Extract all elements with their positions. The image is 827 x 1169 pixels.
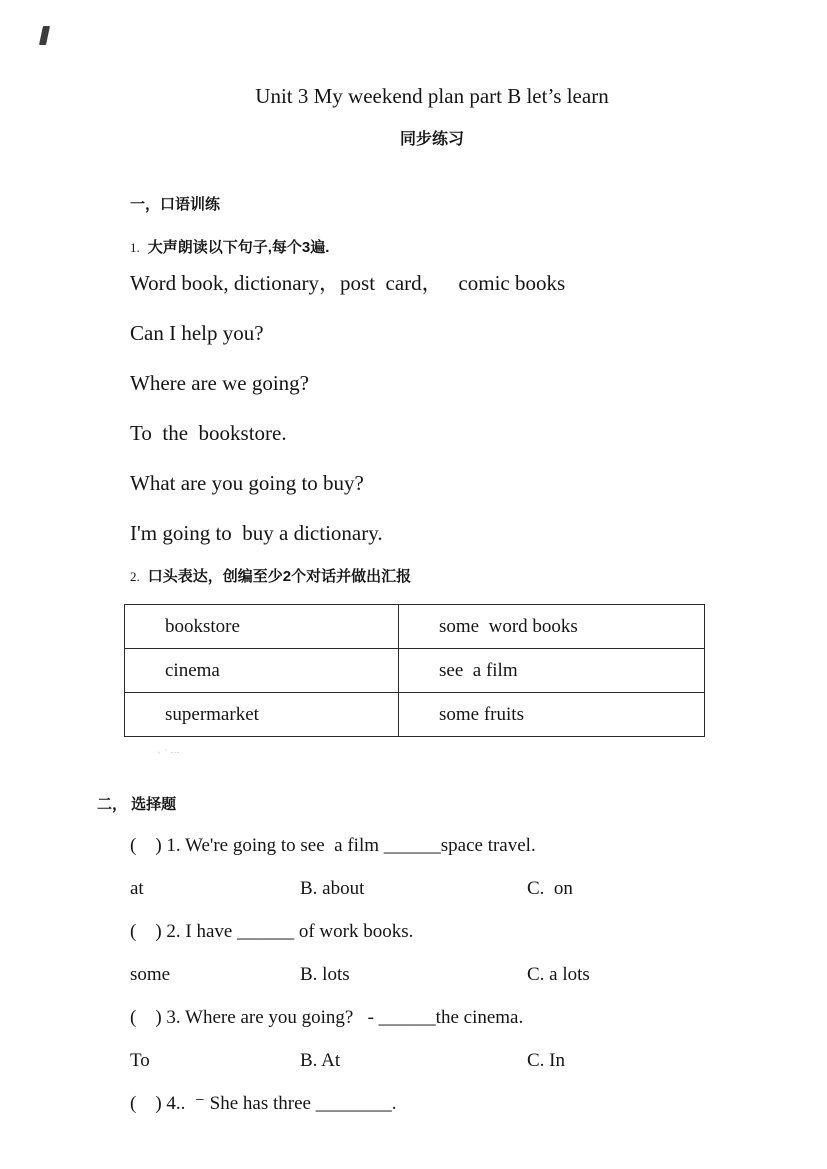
option-c: C. In [527, 1050, 565, 1071]
table-row [125, 693, 705, 737]
question-3-prompt: ( ) 3. Where are you going? - ______the cinema. [130, 1007, 524, 1028]
option-c: C. a lots [527, 964, 590, 985]
practice-sentence: Can I help you? [130, 321, 264, 345]
page-subtitle: 同步练习 [399, 131, 464, 148]
section-choice-heading: 二， 选择题 [97, 796, 177, 813]
question-1-options [130, 867, 767, 910]
practice-sentence: Word book, dictionary，post card， comic books [130, 271, 566, 295]
option-a: at [130, 878, 144, 899]
question-2-options [130, 953, 767, 996]
page-title: Unit 3 My weekend plan part B let’s learn [255, 84, 609, 108]
task-1-line [130, 236, 767, 257]
question-2-prompt: ( ) 2. I have ______ of work books. [130, 921, 414, 942]
task-2-line [130, 565, 767, 586]
scan-artifact [39, 26, 50, 45]
option-a: To [130, 1050, 150, 1071]
option-a: some [130, 964, 171, 985]
dialogue-table [124, 604, 705, 737]
practice-sentence: Where are we going? [130, 371, 309, 395]
question-1-prompt: ( ) 1. We're going to see a film ______space travel. [130, 835, 536, 856]
practice-sentence: To the bookstore. [130, 421, 287, 445]
task-2-text: 口头表达，创编至少2个对话并做出汇报 [147, 568, 412, 585]
practice-sentence: What are you going to buy? [130, 471, 364, 495]
table-row [125, 649, 705, 693]
option-b: B. about [300, 878, 365, 899]
place-cell: supermarket [125, 693, 399, 737]
option-b: B. lots [300, 964, 350, 985]
practice-sentence: I'm going to buy a dictionary. [130, 521, 383, 545]
question-4-prompt: ( ) 4.. ⁻ She has three ________. [130, 1093, 397, 1114]
thing-cell: see a film [399, 649, 705, 693]
option-b: B. At [300, 1050, 341, 1071]
thing-cell: some fruits [399, 693, 705, 737]
task-1-number: 1. [130, 240, 140, 255]
task-2-number: 2. [130, 569, 140, 584]
task-1-text: 大声朗读以下句子,每个3遍. [147, 239, 330, 256]
place-cell: bookstore [125, 605, 399, 649]
question-3-options [130, 1039, 767, 1082]
stray-mark: 、·… [157, 745, 183, 755]
place-cell: cinema [125, 649, 399, 693]
thing-cell: some word books [399, 605, 705, 649]
option-c: C. on [527, 878, 573, 899]
table-row [125, 605, 705, 649]
section-oral-heading: 一，口语训练 [130, 196, 221, 213]
